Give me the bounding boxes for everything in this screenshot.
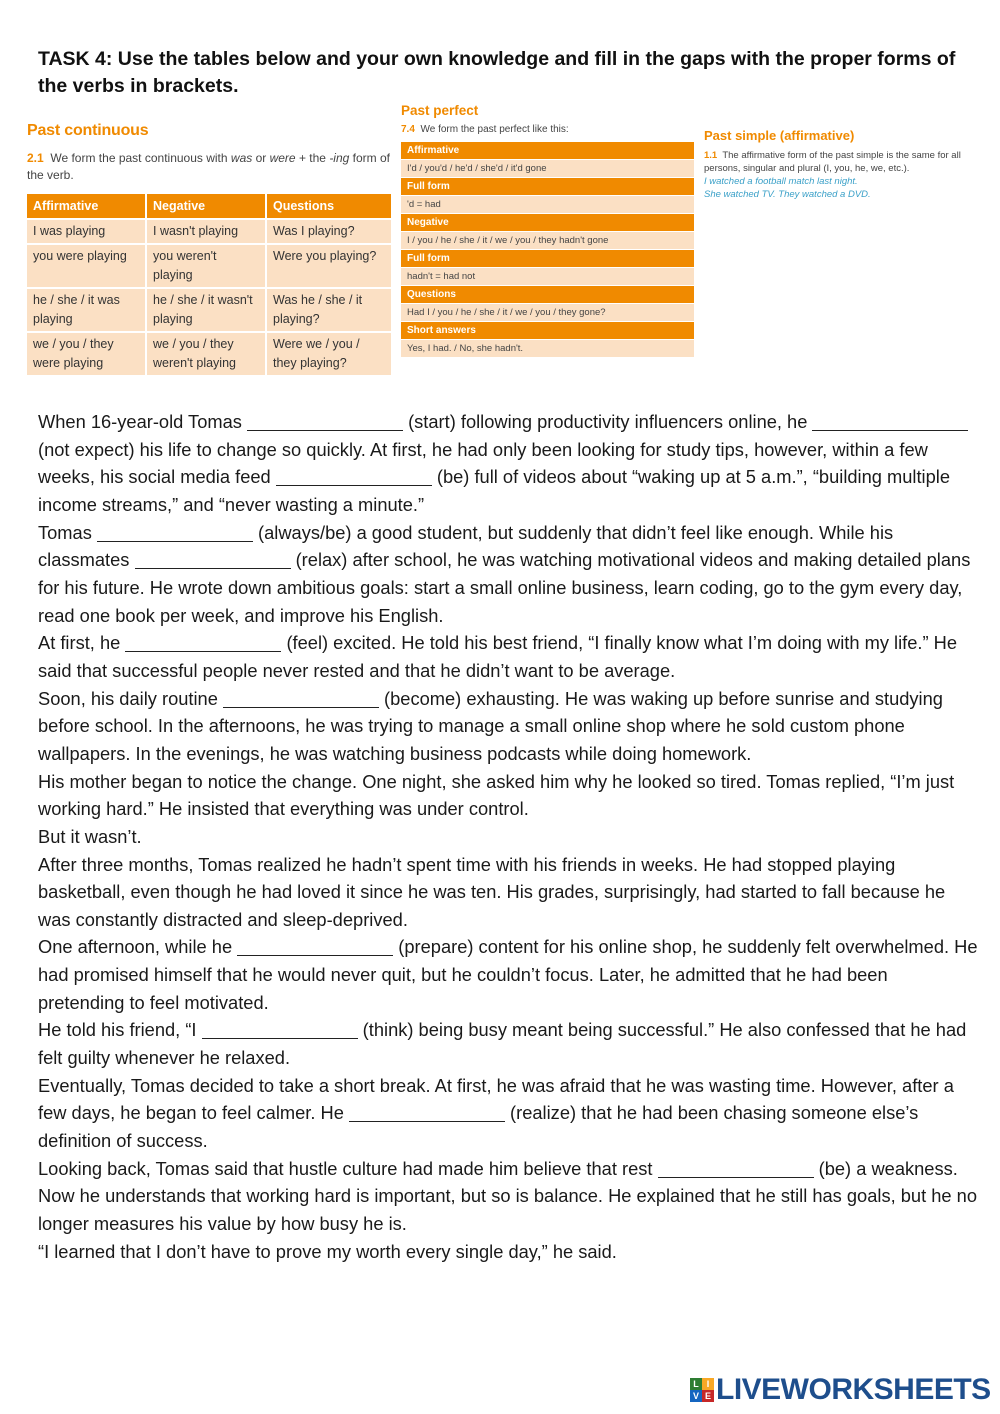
liveworksheets-logo[interactable] [690, 1373, 991, 1407]
table-header: Negative [146, 194, 266, 219]
gap-input[interactable] [276, 465, 432, 486]
table-row [27, 219, 391, 244]
logo-text: LIVEWORKSHEETS [716, 1373, 991, 1406]
table-cell: we / you / they weren't playing [146, 332, 266, 375]
table-row [27, 244, 391, 288]
table-cell: Were you playing? [266, 244, 391, 288]
paragraph: Tomas (always/be) a good student, but suddenly that didn’t feel like enough. While his classmates (relax) after school, he was watching motivational videos and making detailed plans for his future. He wrote down ambitious goals: start a small online business, learn coding, go to the gym every day, read one book per week, and improve his English. [38, 521, 971, 626]
paragraph: “I learned that I don’t have to prove my worth every single day,” he said. [38, 1240, 617, 1262]
paragraph: When 16-year-old Tomas (start) following productivity influencers online, he (not expect) his life to change so quickly. At first, he had only been looking for study tips, however, within a few weeks, his social media feed (be) full of videos about “waking up at 5 a.m.”, “building multiple income streams,” and “never wasting a minute.” [38, 408, 978, 519]
paragraph: His mother began to notice the change. One night, she asked him why he looked so tired. Tomas replied, “I’m just working hard.” He insisted that everything was under control. [38, 770, 955, 820]
story-text [38, 408, 978, 1265]
past-simple-example: I watched a football match last night. [704, 176, 858, 187]
gap-input[interactable] [658, 1157, 814, 1178]
past-simple-panel [704, 128, 986, 201]
gap-input[interactable] [349, 1101, 505, 1122]
gap-input[interactable] [247, 410, 403, 431]
past-perfect-panel [401, 103, 694, 357]
paragraph: At first, he (feel) excited. He told his best friend, “I finally know what I’m doing with my life.” He said that successful people never rested and that he didn’t want to be average. [38, 632, 958, 681]
section-header: Short answers [401, 321, 694, 339]
paragraph: But it wasn’t. [38, 825, 142, 847]
gap-input[interactable] [125, 631, 281, 652]
paragraph: One afternoon, while he (prepare) content for his online shop, he suddenly felt overwhelmed. He had promised himself that he would never quit, but he couldn’t focus. Later, he admitted that he had been pretending to feel motivated. [38, 936, 978, 1013]
paragraph: Looking back, Tomas said that hustle culture had made him believe that rest (be) a weakness. Now he understands that working hard is important, but so is balance. He explained that he still has goals, but he no longer measures his value by how busy he is. [38, 1157, 977, 1235]
table-header: Questions [266, 194, 391, 219]
paragraph: Soon, his daily routine (become) exhausting. He was waking up before sunrise and studying before school. In the afternoons, he was trying to manage a small online shop where he sold custom phone wallpapers. In the evenings, he was watching business podcasts while doing homework. [38, 687, 943, 764]
past-simple-title: Past simple (affirmative) [704, 128, 855, 143]
past-simple-description: 1.1 The affirmative form of the past simple is the same for all persons, singular and plural (I, you, he, we, etc.). [704, 150, 961, 174]
table-cell: you were playing [27, 244, 146, 288]
past-perfect-description: 7.4 We form the past perfect like this: [401, 124, 569, 135]
table-cell: Was he / she / it playing? [266, 288, 391, 332]
gap-input[interactable] [97, 521, 253, 542]
paragraph: Eventually, Tomas decided to take a short break. At first, he was afraid that he was wasting time. However, after a few days, he began to feel calmer. He (realize) that he had been chasing someone else’s definition of success. [38, 1074, 954, 1152]
table-header: Affirmative [27, 194, 146, 219]
task-title: TASK 4: Use the tables below and your own knowledge and fill in the gaps with the proper forms of the verbs in brackets. [38, 48, 956, 97]
past-continuous-table [27, 194, 391, 375]
section-header: Affirmative [401, 141, 694, 159]
past-perfect-title: Past perfect [401, 103, 479, 118]
section-header: Full form [401, 177, 694, 195]
paragraph: He told his friend, “I (think) being busy meant being successful.” He also confessed that he had felt guilty whenever he relaxed. [38, 1019, 967, 1069]
section-row: Yes, I had. / No, she hadn't. [401, 339, 694, 357]
past-simple-example: She watched TV. They watched a DVD. [704, 189, 871, 200]
table-cell: I was playing [27, 219, 146, 244]
section-header: Negative [401, 213, 694, 231]
table-cell: Were we / you / they playing? [266, 332, 391, 375]
gap-input[interactable] [135, 548, 291, 569]
past-continuous-description: 2.1 We form the past continuous with was or were + the -ing form of the verb. [27, 151, 391, 182]
table-cell: I wasn't playing [146, 219, 266, 244]
section-row: Had I / you / he / she / it / we / you / they gone? [401, 303, 694, 321]
gap-input[interactable] [237, 935, 393, 956]
table-cell: Was I playing? [266, 219, 391, 244]
past-continuous-panel [27, 122, 391, 375]
table-row [27, 288, 391, 332]
table-cell: he / she / it was playing [27, 288, 146, 332]
section-row: I'd / you'd / he'd / she'd / it'd gone [401, 159, 694, 177]
gap-input[interactable] [223, 687, 379, 708]
section-row: hadn't = had not [401, 267, 694, 285]
section-row: 'd = had [401, 195, 694, 213]
table-cell: we / you / they were playing [27, 332, 146, 375]
paragraph: After three months, Tomas realized he hadn’t spent time with his friends in weeks. He had stopped playing basketball, even though he had loved it since he was ten. His grades, surprisingly, had started to fall because he was constantly distracted and sleep-deprived. [38, 853, 946, 930]
section-row: I / you / he / she / it / we / you / they hadn't gone [401, 231, 694, 249]
table-cell: you weren't playing [146, 244, 266, 288]
logo-mark-icon: L I V E [690, 1378, 714, 1402]
gap-input[interactable] [202, 1018, 358, 1039]
section-header: Full form [401, 249, 694, 267]
past-continuous-title: Past continuous [27, 122, 149, 139]
section-header: Questions [401, 285, 694, 303]
table-row [27, 332, 391, 375]
gap-input[interactable] [812, 410, 968, 431]
table-cell: he / she / it wasn't playing [146, 288, 266, 332]
